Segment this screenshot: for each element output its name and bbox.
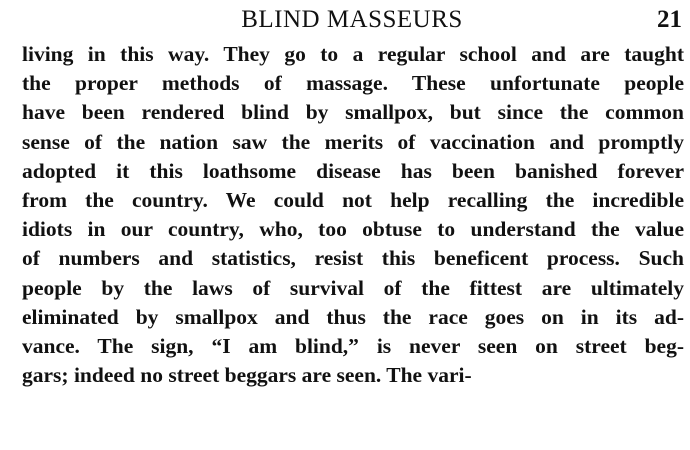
text-line: vance. The sign, “I am blind,” is never seen on street beg- xyxy=(22,334,684,359)
text-line: eliminated by smallpox and thus the race goes on in its ad- xyxy=(22,304,684,329)
running-title: BLIND MASSEURS xyxy=(241,6,463,33)
text-line: adopted it this loathsome disease has been banished forever xyxy=(22,158,684,183)
text-line: people by the laws of survival of the fittest are ultimately xyxy=(22,275,684,300)
page-number: 21 xyxy=(657,6,682,33)
body-paragraph xyxy=(22,40,684,390)
text-line: gars; indeed no street beggars are seen. The vari- xyxy=(22,363,472,388)
text-line: sense of the nation saw the merits of vaccination and promptly xyxy=(22,129,684,154)
text-line: the proper methods of massage. These unfortunate people xyxy=(22,71,684,96)
text-line: idiots in our country, who, too obtuse to understand the value xyxy=(22,217,684,242)
text-line: of numbers and statistics, resist this beneficent process. Such xyxy=(22,246,684,271)
text-line: have been rendered blind by smallpox, but since the common xyxy=(22,100,684,125)
running-head xyxy=(22,4,682,36)
text-line: living in this way. They go to a regular school and are taught xyxy=(22,42,684,66)
text-line: from the country. We could not help recalling the incredible xyxy=(22,188,684,213)
